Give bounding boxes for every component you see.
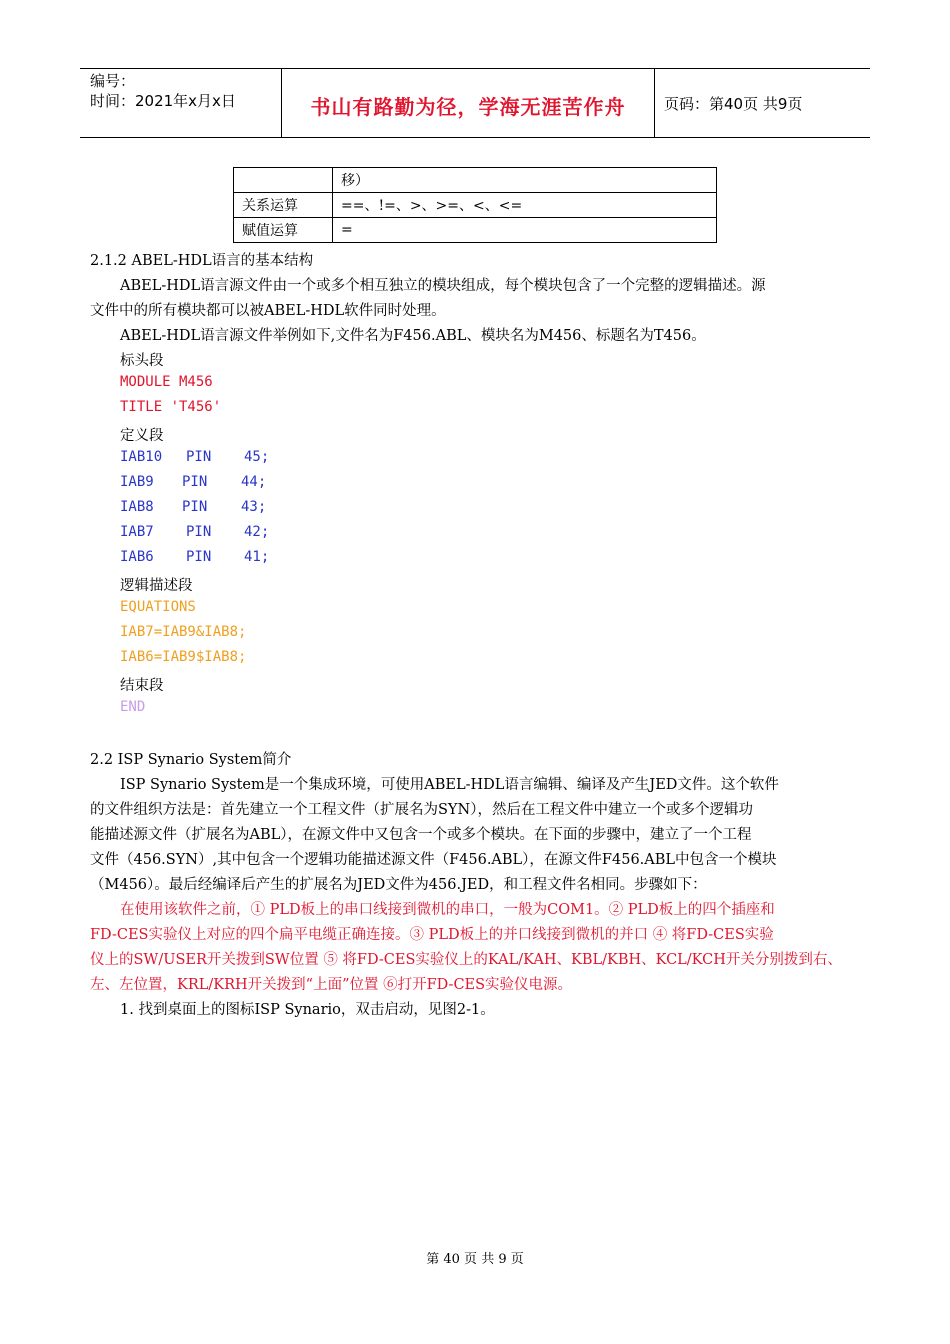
section-heading: 2.1.2 ABEL-HDL语言的基本结构 [90,253,314,269]
code-pin-line [120,524,269,540]
code-section-label: 逻辑描述段 [120,578,193,594]
time-label: 时间：2021年x月x日 [90,92,236,110]
pin-number: 42; [244,524,270,540]
pin-keyword: PIN [182,499,208,515]
table-cell: 赋值运算 [234,218,333,243]
pin-keyword: PIN [186,449,212,465]
code-section-label: 定义段 [120,428,164,444]
code-equation: IAB6=IAB9$IAB8; [120,649,247,665]
section-heading: 2.2 ISP Synario System简介 [90,752,292,768]
pin-name: IAB7 [120,524,154,540]
paragraph-line: 文件（456.SYN）,其中包含一个逻辑功能描述源文件（F456.ABL），在源文件F456.ABL中包含一个模块 [90,852,777,868]
step-line: 1. 找到桌面上的图标ISP Synario，双击启动，见图2-1。 [120,1002,495,1018]
warning-line: FD-CES实验仪上对应的四个扁平电缆正确连接。③ PLD板上的并口线接到微机的并口 ④ 将FD-CES实验 [90,927,774,943]
code-equations: EQUATIONS [120,599,196,615]
pin-name: IAB6 [120,549,154,565]
table-row [234,218,717,243]
pin-keyword: PIN [186,524,212,540]
pin-name: IAB10 [120,449,163,465]
warning-line: 左、左位置，KRL/KRH开关拨到“上面”位置 ⑥打开FD-CES实验仪电源。 [90,977,573,993]
pin-number: 45; [244,449,270,465]
paragraph-line: 能描述源文件（扩展名为ABL），在源文件中又包含一个或多个模块。在下面的步骤中，建立了一个工程 [90,827,752,843]
header-divider [654,69,655,137]
warning-line: 在使用该软件之前，① PLD板上的串口线接到微机的串口，一般为COM1。② PLD板上的四个插座和 [120,902,775,918]
code-pin-line [120,499,266,515]
code-module: MODULE M456 [120,374,213,390]
paragraph-line: ISP Synario System是一个集成环境，可使用ABEL-HDL语言编辑、编译及产生JED文件。这个软件 [120,777,779,793]
header-page-label: 页码：第40页 共9页 [664,95,803,113]
code-pin-line [120,449,269,465]
pin-name: IAB8 [120,499,154,515]
code-title: TITLE 'T456' [120,399,222,415]
table-row [234,193,717,218]
page-footer: 第 40 页 共 9 页 [426,1252,524,1267]
header-left [90,71,236,111]
warning-line: 仪上的SW/USER开关拨到SW位置 ⑤ 将FD-CES实验仪上的KAL/KAH、KBL/KBH、KCL/KCH开关分别拨到右、 [90,952,842,968]
pin-number: 41; [244,549,270,565]
pin-keyword: PIN [182,474,208,490]
paragraph-line: （M456）。最后经编译后产生的扩展名为JED文件为456.JED，和工程文件名相同。步骤如下： [90,877,707,893]
code-pin-line [120,474,266,490]
pin-number: 44; [241,474,267,490]
header-motto: 书山有路勤为径，学海无涯苦作舟 [310,95,626,119]
pin-number: 43; [241,499,267,515]
table-cell: 关系运算 [234,193,333,218]
pin-keyword: PIN [186,549,212,565]
table-cell [234,168,333,193]
paragraph-line: 的文件组织方法是：首先建立一个工程文件（扩展名为SYN），然后在工程文件中建立一个或多个逻辑功 [90,802,753,818]
code-section-label: 结束段 [120,678,164,694]
code-section-label: 标头段 [120,353,164,369]
page-header [80,68,870,138]
table-cell: ==、!=、>、>=、<、<= [333,193,717,218]
paragraph-line: 文件中的所有模块都可以被ABEL-HDL软件同时处理。 [90,303,446,319]
operator-table [233,167,717,243]
pin-name: IAB9 [120,474,154,490]
paragraph-line: ABEL-HDL语言源文件举例如下,文件名为F456.ABL、模块名为M456、标题名为T456。 [120,328,706,344]
table-row [234,168,717,193]
paragraph-line: ABEL-HDL语言源文件由一个或多个相互独立的模块组成，每个模块包含了一个完整的逻辑描述。源 [120,278,766,294]
table-cell: 移） [333,168,717,193]
number-label: 编号： [90,72,136,90]
table-cell: = [333,218,717,243]
code-end: END [120,699,146,715]
code-equation: IAB7=IAB9&IAB8; [120,624,247,640]
code-pin-line [120,549,269,565]
